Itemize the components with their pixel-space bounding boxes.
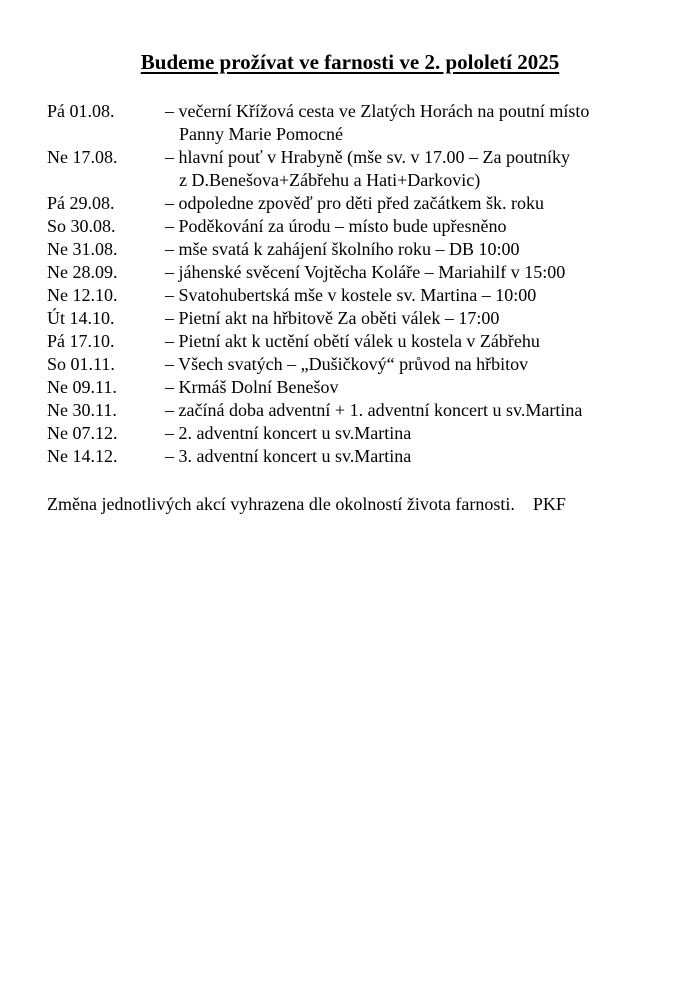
entry-date: Ne 07.12. — [47, 423, 118, 443]
entry-date: Út 14.10. — [47, 308, 115, 328]
entry-description: – Poděkování za úrodu – místo bude upřesněno — [165, 216, 507, 236]
schedule-entry — [47, 146, 687, 192]
entry-description: – 3. adventní koncert u sv.Martina — [165, 446, 412, 466]
entry-date: Pá 29.08. — [47, 193, 115, 213]
schedule-entry — [47, 353, 687, 376]
schedule-entry — [47, 284, 687, 307]
entry-description-continuation: z D.Benešova+Zábřehu a Hati+Darkovic) — [179, 170, 481, 190]
schedule-entry — [47, 445, 687, 468]
schedule-entry — [47, 192, 687, 215]
schedule-entry — [47, 215, 687, 238]
entry-description: – Pietní akt k uctění obětí válek u kostela v Zábřehu — [165, 331, 540, 351]
schedule-entry — [47, 100, 687, 146]
entry-date: Ne 17.08. — [47, 147, 118, 167]
entry-description — [165, 146, 687, 192]
entry-description: – mše svatá k zahájení školního roku – DB 10:00 — [165, 239, 520, 259]
document-title: Budeme prožívat ve farnosti ve 2. pololetí 2025 — [140, 50, 560, 74]
entry-description: – Všech svatých – „Dušičkový“ průvod na hřbitov — [165, 354, 529, 374]
schedule-entry — [47, 307, 687, 330]
entry-description: – začíná doba adventní + 1. adventní koncert u sv.Martina — [165, 400, 583, 420]
schedule-entry — [47, 399, 687, 422]
entry-description: – Krmáš Dolní Benešov — [165, 377, 339, 397]
entry-date: Pá 01.08. — [47, 101, 115, 121]
event-schedule — [47, 100, 687, 468]
footer-note — [47, 493, 566, 516]
schedule-entry — [47, 261, 687, 284]
entry-description — [165, 100, 687, 146]
entry-date: Ne 14.12. — [47, 446, 118, 466]
entry-description-line: – večerní Křížová cesta ve Zlatých Horách na poutní místo — [165, 101, 590, 121]
entry-description: – Pietní akt na hřbitově Za oběti válek – 17:00 — [165, 308, 500, 328]
signature: PKF — [532, 494, 566, 514]
entry-date: Ne 09.11. — [47, 377, 117, 397]
entry-description-continuation: Panny Marie Pomocné — [179, 124, 343, 144]
entry-date: Ne 12.10. — [47, 285, 118, 305]
entry-date: Pá 17.10. — [47, 331, 115, 351]
entry-description-line: – hlavní pouť v Hrabyně (mše sv. v 17.00 – Za poutníky — [165, 147, 570, 167]
entry-date: Ne 28.09. — [47, 262, 118, 282]
entry-description: – odpoledne zpověď pro děti před začátkem šk. roku — [165, 193, 545, 213]
entry-date: So 01.11. — [47, 354, 115, 374]
entry-description: – 2. adventní koncert u sv.Martina — [165, 423, 412, 443]
schedule-entry — [47, 330, 687, 353]
schedule-entry — [47, 422, 687, 445]
entry-date: Ne 30.11. — [47, 400, 117, 420]
entry-date: Ne 31.08. — [47, 239, 118, 259]
entry-description: – jáhenské svěcení Vojtěcha Koláře – Mariahilf v 15:00 — [165, 262, 566, 282]
entry-date: So 30.08. — [47, 216, 116, 236]
schedule-entry — [47, 238, 687, 261]
entry-description: – Svatohubertská mše v kostele sv. Martina – 10:00 — [165, 285, 537, 305]
schedule-entry — [47, 376, 687, 399]
disclaimer-text: Změna jednotlivých akcí vyhrazena dle okolností života farnosti. — [47, 494, 515, 514]
